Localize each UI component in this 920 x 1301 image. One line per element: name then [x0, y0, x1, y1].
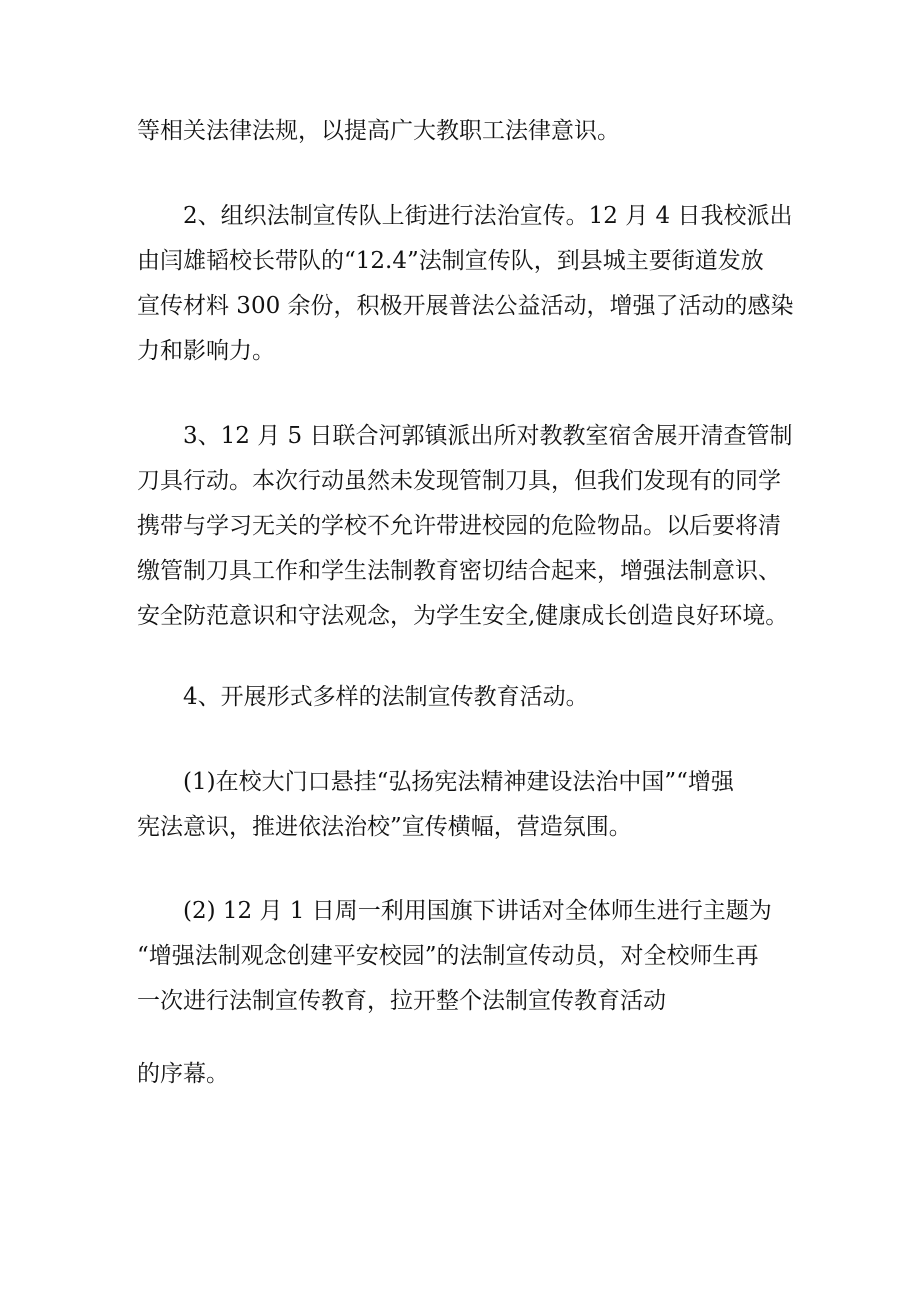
- paragraph-line: (2) 12 月 1 日周一利用国旗下讲话对全体师生进行主题为: [183, 898, 772, 924]
- paragraph-line: 宪法意识，推进依法治校”宣传横幅，营造氛围。: [137, 814, 632, 840]
- paragraph-line: 缴管制刀具工作和学生法制教育密切结合起来，增强法制意识、: [137, 558, 781, 584]
- paragraph-line: 安全防范意识和守法观念，为学生安全,健康成长创造良好环境。: [137, 603, 789, 629]
- paragraph-line: 的序幕。: [137, 1061, 229, 1087]
- paragraph-line: “增强法制观念创建平安校园”的法制宣传动员，对全校师生再: [137, 943, 759, 969]
- paragraph-line: 力和影响力。: [137, 338, 275, 364]
- paragraph-line: 宣传材料 300 余份，积极开展普法公益活动，增强了活动的感染: [137, 293, 794, 319]
- paragraph-line: 携带与学习无关的学校不允许带进校园的危险物品。以后要将清: [137, 513, 781, 539]
- paragraph-line: 等相关法律法规，以提高广大教职工法律意识。: [137, 118, 620, 144]
- paragraph-line: 刀具行动。本次行动虽然未发现管制刀具，但我们发现有的同学: [137, 468, 781, 494]
- paragraph-line: 一次进行法制宣传教育，拉开整个法制宣传教育活动: [137, 988, 666, 1014]
- paragraph-line: 4、开展形式多样的法制宣传教育活动。: [183, 684, 589, 710]
- paragraph-line: 3、12 月 5 日联合河郭镇派出所对教教室宿舍展开清查管制: [183, 423, 793, 449]
- paragraph-line: 2、组织法制宣传队上街进行法治宣传。12 月 4 日我校派出: [183, 203, 793, 229]
- paragraph-line: 由闫雄韬校长带队的“12.4”法制宣传队，到县城主要街道发放: [137, 248, 764, 274]
- paragraph-line: (1)在校大门口悬挂“弘扬宪法精神建设法治中国”“增强: [183, 769, 734, 795]
